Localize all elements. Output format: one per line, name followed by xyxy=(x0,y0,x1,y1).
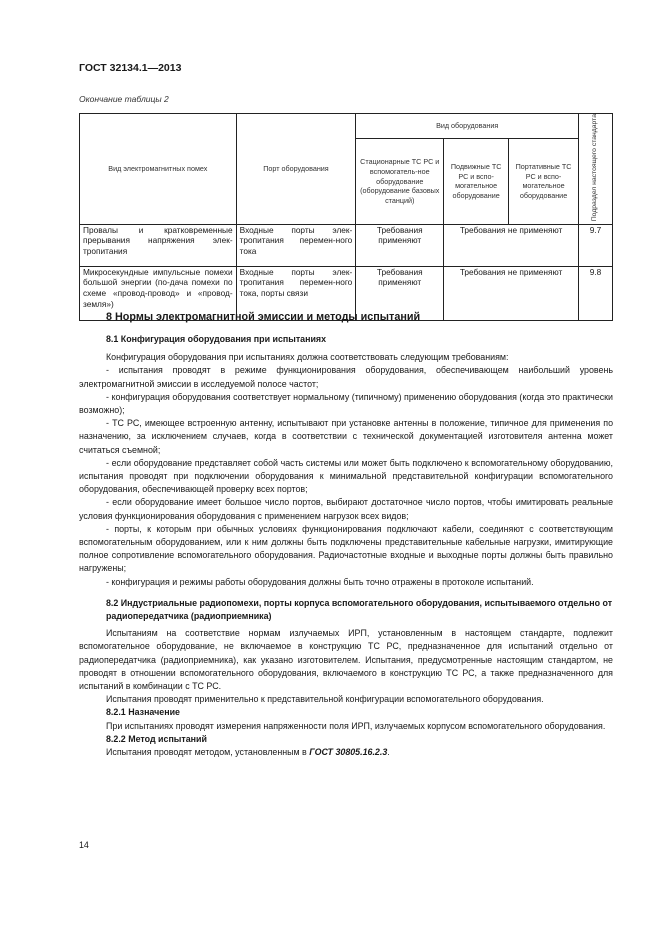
page-header-standard: ГОСТ 32134.1—2013 xyxy=(79,62,182,74)
standard-reference: ГОСТ 30805.16.2.3 xyxy=(309,747,388,758)
header-stationary: Стационарные ТС РС и вспомогатель-ное оборудование (оборудование базовых станций) xyxy=(356,138,444,224)
section-8-2-1-title: 8.2.1 Назначение xyxy=(106,707,180,718)
cell-port: Входные порты элек-тропитания перемен-ного тока, порты связи xyxy=(236,266,356,320)
header-equipment-type: Вид оборудования xyxy=(356,114,579,139)
list-item: - ТС РС, имеющее встроенную антенну, испытывают при установке антенны в положение, типичное для применения по назначению, за исключением случаев, когда в соответствии с технической документацией изготовителя антенна может считаться съемной; xyxy=(79,418,613,455)
cell-mobile-portable: Требования не применяют xyxy=(444,266,579,320)
paragraph: Испытания проводят применительно к представительной конфигурации вспомогательного оборудования. xyxy=(106,694,544,705)
page-number: 14 xyxy=(79,840,89,850)
section-8-2-2-title: 8.2.2 Метод испытаний xyxy=(106,733,207,744)
cell-interference: Микросекундные импульсные помехи большой энергии (по-дача помехи по схеме «провод-провод» и «провод-земля») xyxy=(80,266,237,320)
list-item: - если оборудование имеет большое число портов, выбирают достаточное число портов, чтобы имитировать реальные условия функционирования оборудования с применением нагрузок всех видов; xyxy=(79,497,613,521)
method-text: Испытания проводят методом, установленным в xyxy=(106,747,310,758)
cell-stationary: Требования применяют xyxy=(356,224,444,266)
section-8-2-title: 8.2 Индустриальные радиопомехи, порты корпуса вспомогательного оборудования, испытываемого отдельно от радиопередатчика (радиоприемника) xyxy=(106,597,613,622)
header-subsection-label: Подраздел настоящего стандарта xyxy=(591,114,599,222)
header-interference-type: Вид электромагнитных помех xyxy=(80,114,237,225)
list-item: - конфигурация и режимы работы оборудования должны быть точно отражены в протоколе испытаний. xyxy=(106,576,534,587)
emc-requirements-table xyxy=(79,113,613,321)
paragraph: При испытаниях проводят измерения напряженности поля ИРП, излучаемых корпусом вспомогательного оборудования. xyxy=(106,720,606,731)
header-mobile: Подвижные ТС РС и вспо-могательное оборудование xyxy=(444,138,509,224)
paragraph: Конфигурация оборудования при испытаниях должна соответствовать следующим требованиям: xyxy=(106,352,509,363)
cell-subsection: 9.7 xyxy=(579,224,613,266)
cell-subsection: 9.8 xyxy=(579,266,613,320)
cell-interference: Провалы и кратковременные прерывания напряжения элек-тропитания xyxy=(80,224,237,266)
cell-stationary: Требования применяют xyxy=(356,266,444,320)
table-caption: Окончание таблицы 2 xyxy=(79,94,169,104)
method-text-end: . xyxy=(387,747,390,758)
header-subsection xyxy=(579,114,613,225)
table-row xyxy=(80,224,613,266)
header-equipment-port: Порт оборудования xyxy=(236,114,356,225)
list-item: - если оборудование представляет собой часть системы или может быть подключено к вспомогательному оборудованию, испытания проводят при подключении оборудования к минимальной представительной конфигурации вспомогательного оборудования, обеспечивающей проверку всех портов; xyxy=(79,457,613,495)
header-portable: Портативные ТС РС и вспо-могательное оборудование xyxy=(509,138,579,224)
section-8-title: 8 Нормы электромагнитной эмиссии и методы испытаний xyxy=(106,311,421,323)
section-8-1-title: 8.1 Конфигурация оборудования при испытаниях xyxy=(106,334,327,344)
list-item: - конфигурация оборудования соответствует нормальному (типичному) применению оборудования (когда это практически возможно); xyxy=(79,391,613,416)
list-item: - испытания проводят в режиме функционирования оборудования, обеспечивающем наибольший уровень электромагнитной эмиссии в исследуемой полосе частот; xyxy=(79,365,613,389)
paragraph: Испытаниям на соответствие нормам излучаемых ИРП, установленным в настоящем стандарте, подлежит вспомогательное оборудование, не включаемое в конструкцию ТС РС, предназначенное для испытаний отдельно от радиопередатчика (радиоприемника), как указано изготовителем. Испытания, предусмотренные настоящим стандартом, не проводят в отношении вспомогательного оборудования, включаемого в конструкцию ТС РС, а также предназначенного для испытаний в комбинации с ТС РС. xyxy=(79,628,613,692)
document-body xyxy=(79,302,613,759)
cell-port: Входные порты элек-тропитания перемен-ного тока xyxy=(236,224,356,266)
paragraph xyxy=(79,746,613,759)
list-item: - порты, к которым при обычных условиях функционирования подключают кабели, соединяют с соответствующим вспомогательным оборудованием, или к ним должны быть подключены представительные кабельные нагрузки, имитирующие полное сопротивление вспомогательного оборудования. Радиочастотные входные и выходные порты должны быть правильно нагружены; xyxy=(79,523,613,574)
cell-mobile-portable: Требования не применяют xyxy=(444,224,579,266)
